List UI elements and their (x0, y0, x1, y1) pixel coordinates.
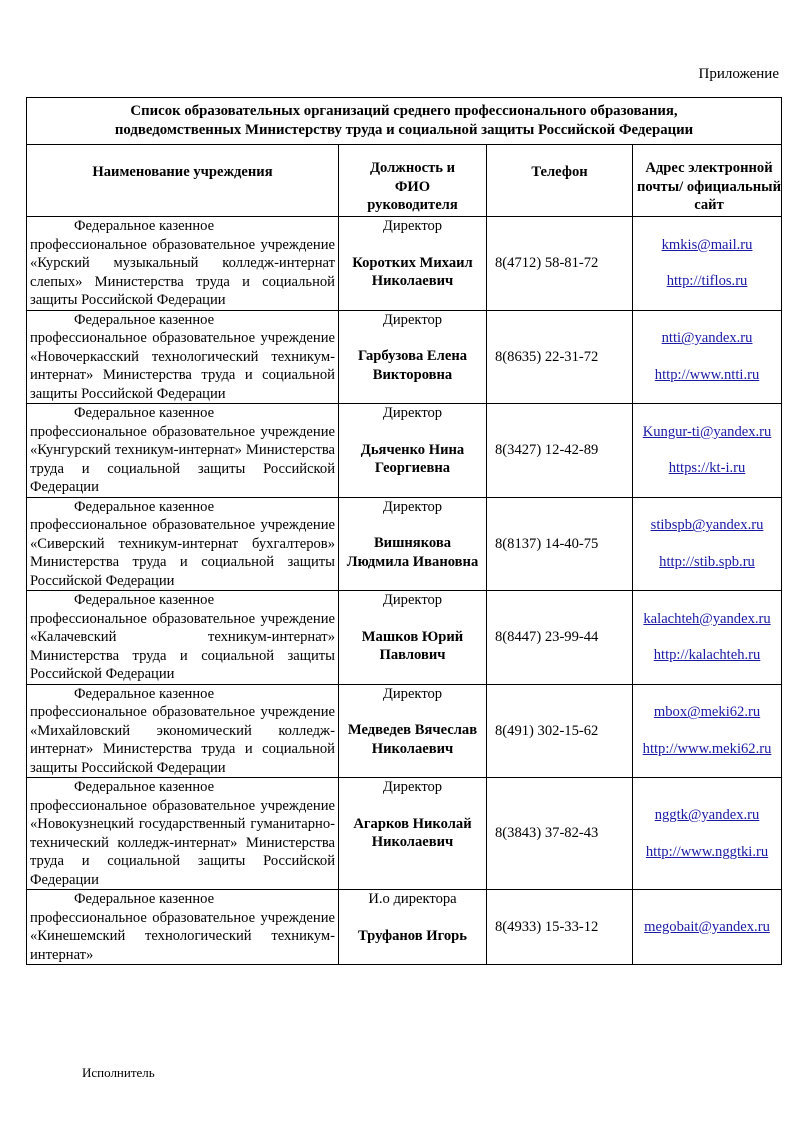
director-name: Медведев Вячеслав Николаевич (347, 722, 478, 757)
org-name-first: Федеральное казенное (74, 498, 215, 515)
organizations-table (26, 97, 782, 965)
website-link[interactable]: http://www.ntti.ru (654, 366, 760, 383)
org-name-first: Федеральное казенное (74, 592, 215, 608)
phone-cell: 8(3427) 12-42-89 (487, 404, 633, 498)
director-name: Коротких Михаил Николаевич (352, 254, 473, 289)
contact-cell (633, 404, 782, 498)
director-position: Директор (382, 498, 443, 515)
org-name-cell (27, 684, 339, 778)
contact-cell (633, 497, 782, 591)
org-name-rest: профессиональное образовательное учреждение «Новочеркасский технологический техникум-интернат» Министерства труда и социальной защиты Российской Федерации (30, 330, 335, 402)
director-cell (339, 778, 487, 890)
contact-cell (633, 217, 782, 311)
org-name-rest: профессиональное образовательное учреждение «Кунгурский техникум-интернат» Министерства труда и социальной защиты Российской Федерации (30, 423, 335, 495)
email-link[interactable]: ntti@yandex.ru (661, 330, 753, 347)
phone-cell: 8(491) 302-15-62 (487, 684, 633, 778)
table-caption (27, 98, 782, 145)
phone-cell: 8(4933) 15-33-12 (487, 890, 633, 965)
table-row (27, 591, 782, 685)
director-name: Вишнякова Людмила Ивановна (346, 535, 479, 570)
director-cell (339, 310, 487, 404)
director-position: Директор (382, 405, 443, 421)
org-name-rest: профессиональное образовательное учреждение «Калачевский техникум-интернат» Министерства труда и социальной защиты Российской Федерации (30, 610, 335, 682)
director-position: Директор (382, 218, 443, 234)
email-link[interactable]: nggtk@yandex.ru (654, 807, 760, 823)
caption-line-1: Список образовательных организаций среднего профессионального образования, (130, 103, 678, 119)
email-link[interactable]: kalachteh@yandex.ru (643, 610, 771, 627)
header-contact-text: Адрес электронной почты/ официальный сайт (637, 160, 781, 213)
director-cell (339, 591, 487, 685)
director-cell (339, 890, 487, 965)
website-link[interactable]: https://kt-i.ru (668, 460, 746, 477)
director-cell (339, 684, 487, 778)
header-head-text: Должность и ФИО руководителя (367, 160, 458, 213)
org-name-cell (27, 890, 339, 965)
org-name-rest: профессиональное образовательное учреждение «Курский музыкальный колледж-интернат слепых» Министерства труда и социальной защиты Российской Федерации (30, 236, 335, 308)
contact-cell (633, 591, 782, 685)
table-row (27, 497, 782, 591)
org-name-rest: профессиональное образовательное учреждение «Сиверский техникум-интернат бухгалтеров» Министерства труда и социальной защиты Российской Федерации (30, 517, 335, 589)
director-cell (339, 217, 487, 311)
org-name-first: Федеральное казенное (74, 891, 215, 907)
website-link[interactable]: http://kalachteh.ru (653, 647, 761, 664)
header-name: Наименование учреждения (27, 145, 339, 217)
org-name-cell (27, 404, 339, 498)
website-link[interactable]: http://www.meki62.ru (642, 740, 772, 757)
phone-cell: 8(8447) 23-99-44 (487, 591, 633, 685)
table-row (27, 890, 782, 965)
director-name: Машков Юрий Павлович (361, 628, 464, 663)
executor-label: Исполнитель (82, 1065, 155, 1080)
org-name-first: Федеральное казенное (74, 779, 215, 795)
director-name: Гарбузова Елена Викторовна (357, 348, 468, 383)
director-name: Дьяченко Нина Георгиевна (360, 441, 465, 476)
email-link[interactable]: stibspb@yandex.ru (650, 517, 764, 534)
director-name: Труфанов Игорь (357, 927, 468, 944)
contact-cell (633, 778, 782, 890)
org-name-first: Федеральное казенное (74, 405, 215, 421)
table-row (27, 404, 782, 498)
website-link[interactable]: http://www.nggtki.ru (645, 843, 769, 860)
director-position: Директор (382, 311, 443, 328)
website-link[interactable]: http://tiflos.ru (666, 273, 748, 290)
director-position: И.о директора (368, 891, 457, 907)
header-phone: Телефон (487, 145, 633, 217)
org-name-rest: профессиональное образовательное учреждение «Новокузнецкий государственный гуманитарно-технический колледж-интернат» Министерства труда и социальной защиты Российской Федерации (30, 797, 335, 888)
org-name-cell (27, 778, 339, 890)
phone-cell: 8(8635) 22-31-72 (487, 310, 633, 404)
org-name-cell (27, 217, 339, 311)
email-link[interactable]: Kungur-ti@yandex.ru (642, 423, 772, 440)
director-name: Агарков Николай Николаевич (353, 815, 472, 850)
table-row (27, 684, 782, 778)
org-name-cell (27, 497, 339, 591)
table-row (27, 217, 782, 311)
caption-row (27, 98, 782, 145)
header-contact (633, 145, 782, 217)
contact-cell (633, 310, 782, 404)
org-name-first: Федеральное казенное (74, 685, 215, 702)
website-link[interactable]: http://stib.spb.ru (659, 553, 755, 570)
director-position: Директор (382, 592, 443, 608)
header-row (27, 145, 782, 217)
header-head (339, 145, 487, 217)
org-name-first: Федеральное казенное (74, 311, 215, 328)
table-row (27, 778, 782, 890)
director-position: Директор (382, 779, 443, 795)
phone-cell: 8(4712) 58-81-72 (487, 217, 633, 311)
email-link[interactable]: mbox@meki62.ru (653, 704, 761, 721)
phone-cell: 8(8137) 14-40-75 (487, 497, 633, 591)
caption-line-2: подведомственных Министерству труда и социальной защиты Российской Федерации (114, 122, 694, 138)
phone-cell: 8(3843) 37-82-43 (487, 778, 633, 890)
contact-cell (633, 684, 782, 778)
director-position: Директор (382, 685, 443, 702)
org-name-rest: профессиональное образовательное учреждение «Михайловский экономический колледж-интернат» Министерства труда и социальной защиты Российской Федерации (30, 704, 335, 776)
director-cell (339, 497, 487, 591)
email-link[interactable]: megobait@yandex.ru (644, 918, 770, 935)
table-row (27, 310, 782, 404)
appendix-label: Приложение (698, 66, 779, 82)
contact-cell (633, 890, 782, 965)
director-cell (339, 404, 487, 498)
org-name-cell (27, 310, 339, 404)
org-name-first: Федеральное казенное (74, 218, 215, 234)
email-link[interactable]: kmkis@mail.ru (661, 236, 753, 253)
org-name-cell (27, 591, 339, 685)
org-name-rest: профессиональное образовательное учреждение «Кинешемский технологический техникум-интернат» (30, 909, 335, 963)
